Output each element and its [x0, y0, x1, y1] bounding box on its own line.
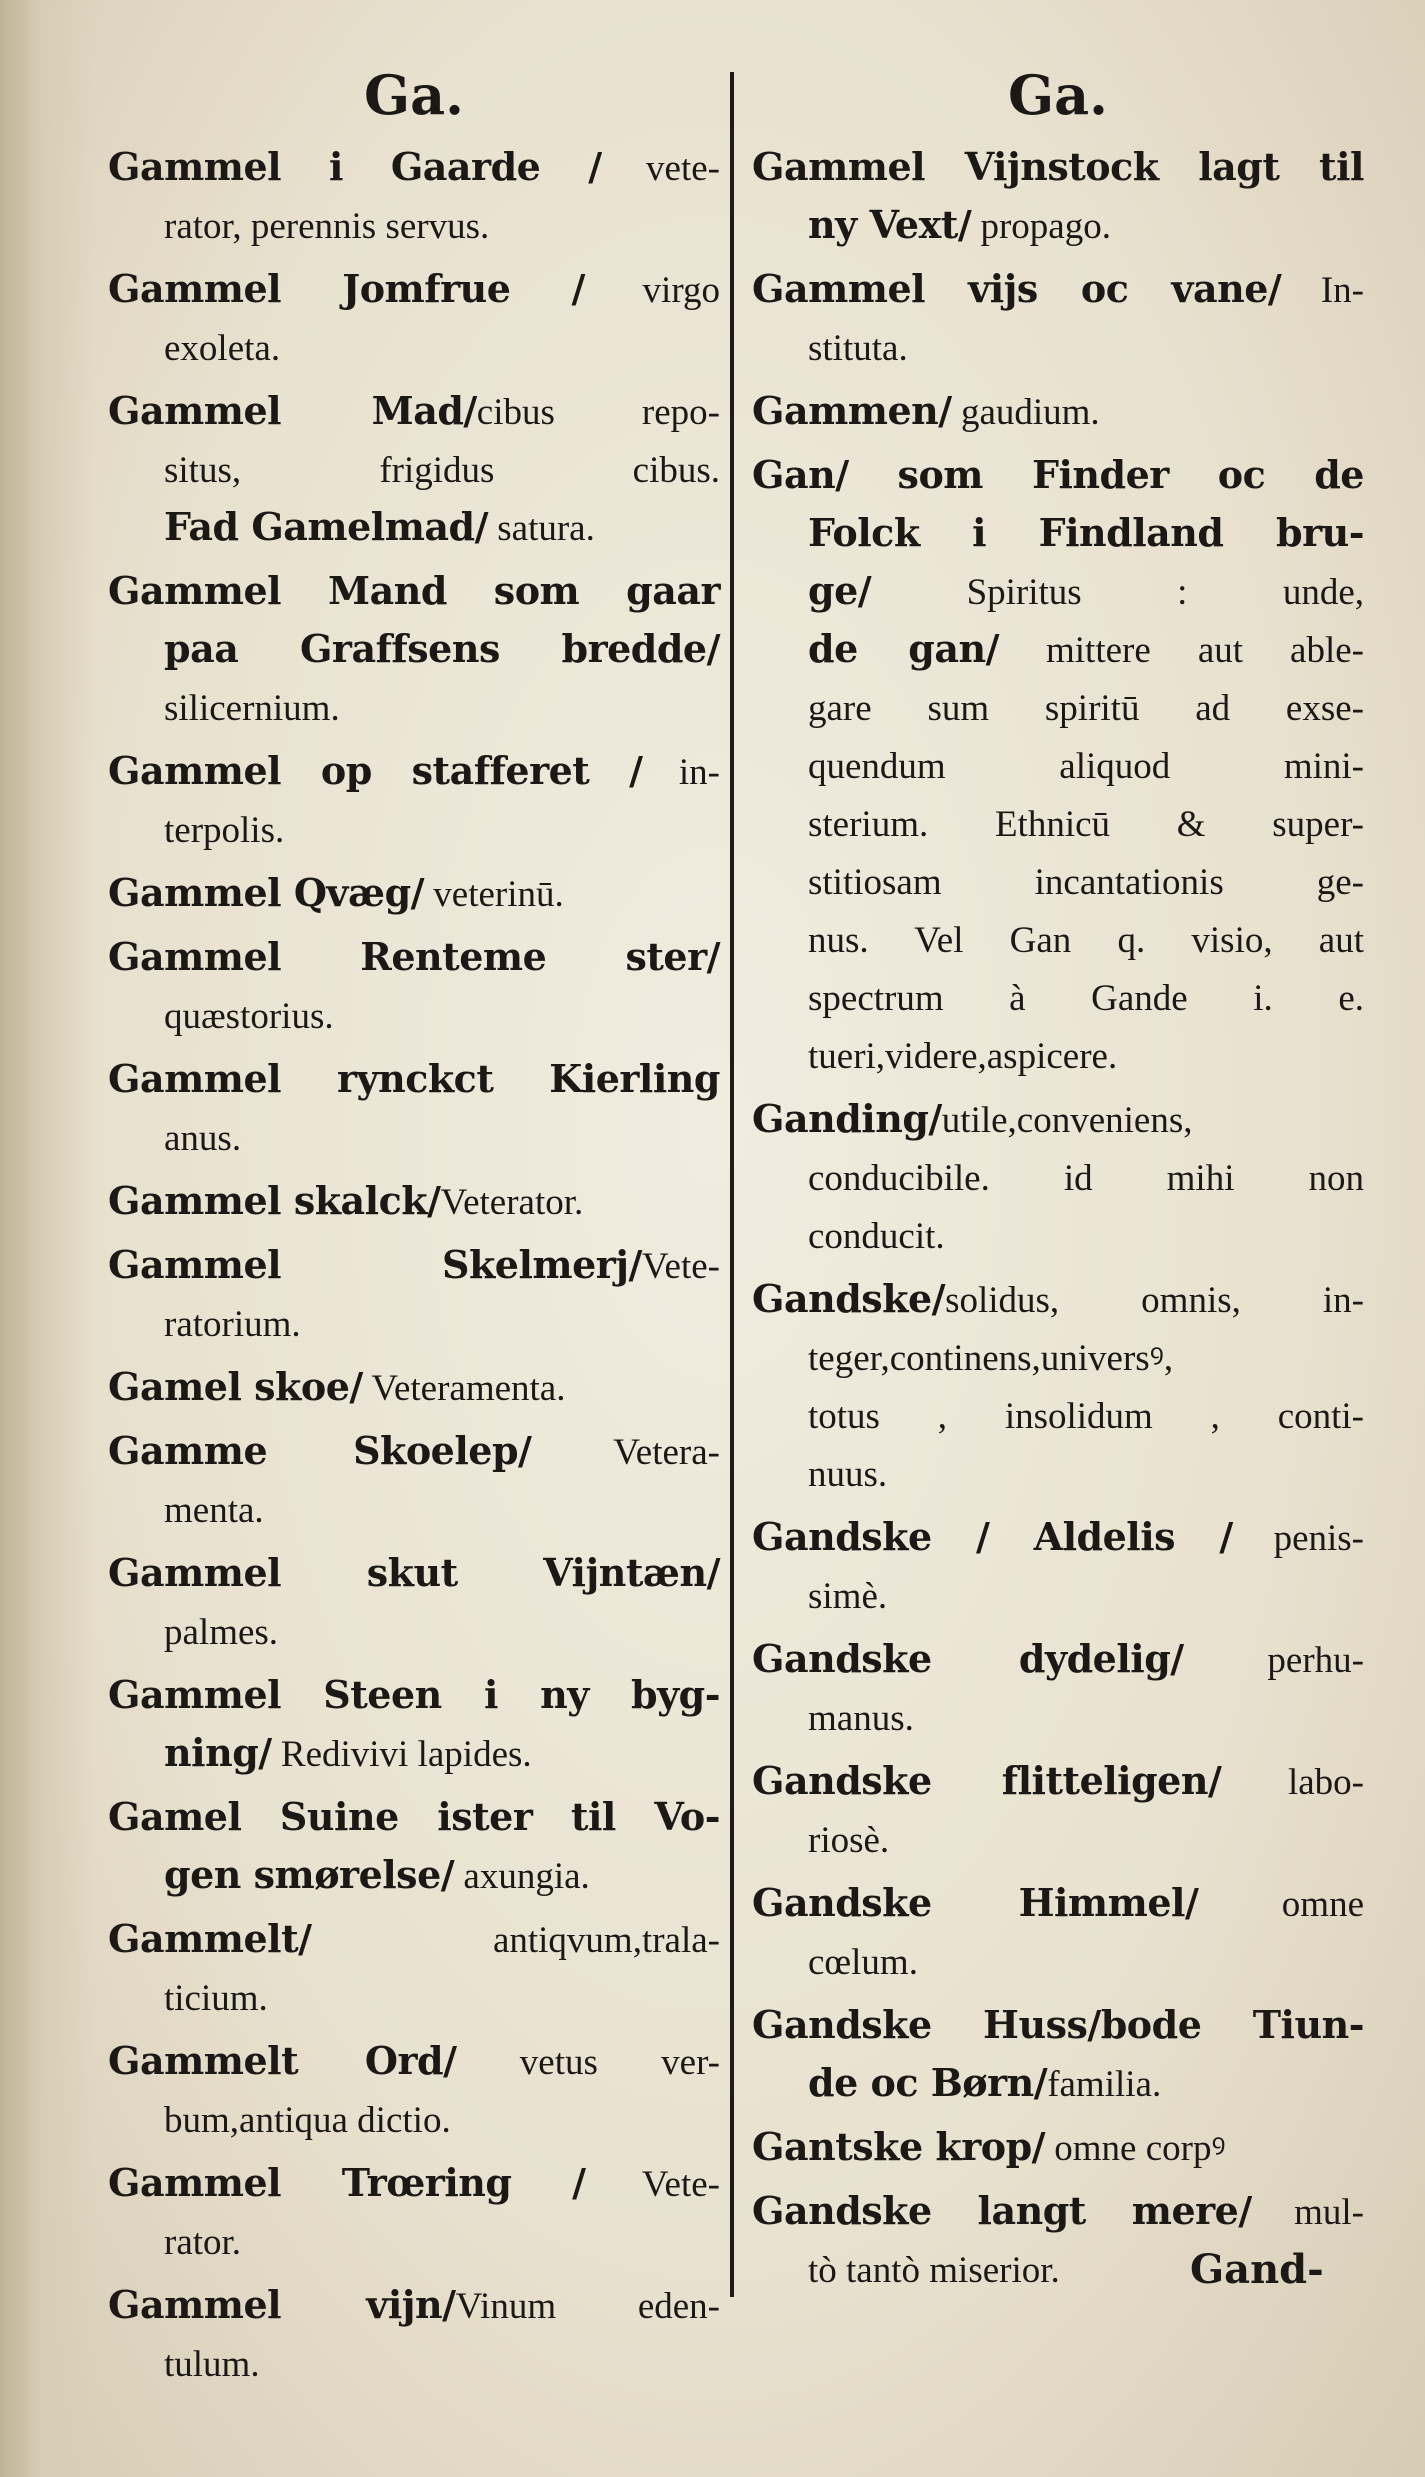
- dictionary-entry: [108, 1422, 720, 1538]
- headword: ning/: [164, 1730, 272, 1775]
- entry-line: [752, 968, 1364, 1026]
- entry-line: [108, 440, 720, 498]
- latin-gloss: In-: [1281, 270, 1364, 311]
- latin-gloss: riosè.: [808, 1820, 890, 1861]
- latin-gloss: ratorium.: [164, 1304, 301, 1345]
- latin-gloss: gare sum spiritū ad exse-: [808, 688, 1364, 729]
- entry-line: [752, 382, 1364, 440]
- entry-line: [108, 864, 720, 922]
- entry-line: [108, 1788, 720, 1846]
- headword: Gan/ som Finder oc de: [752, 452, 1364, 497]
- latin-gloss: cœlum.: [808, 1942, 918, 1983]
- entry-line: [752, 1874, 1364, 1932]
- right-entries: [752, 138, 1364, 2298]
- latin-gloss: Spiritus : unde,: [871, 572, 1364, 613]
- headword: paa Graffsens bredde/: [164, 626, 720, 671]
- latin-gloss: veterinū.: [424, 874, 564, 915]
- latin-gloss: spectrum à Gande i. e.: [808, 978, 1364, 1019]
- left-entries: [108, 138, 720, 2392]
- dictionary-entry: [108, 1172, 720, 1230]
- entry-line: [752, 318, 1364, 376]
- dictionary-entry: [752, 138, 1364, 254]
- entry-line: [752, 852, 1364, 910]
- entry-line: [752, 620, 1364, 678]
- latin-gloss: Vete-: [585, 2164, 721, 2205]
- headword: Gammel skalck/: [108, 1178, 441, 1223]
- entry-line: [108, 928, 720, 986]
- headword: Gammel Mad/: [108, 388, 477, 433]
- headword: Gandske Huss/bode Tiun-: [752, 2002, 1364, 2047]
- latin-gloss: teger,continens,universꝰ,: [808, 1338, 1174, 1379]
- latin-gloss: exoleta.: [164, 328, 281, 369]
- latin-gloss: tò tantò miserior.: [808, 2250, 1060, 2291]
- latin-gloss: omne corpꝰ: [1045, 2128, 1226, 2169]
- headword: Gandske langt mere/: [752, 2188, 1252, 2233]
- dictionary-entry: [752, 446, 1364, 1084]
- entry-line: [108, 1666, 720, 1724]
- headword: Ganding/: [752, 1096, 942, 1141]
- headword: Gammel Qvæg/: [108, 870, 425, 915]
- latin-gloss: penis-: [1232, 1518, 1364, 1559]
- entry-line: [752, 1090, 1364, 1148]
- dictionary-entry: [108, 1910, 720, 2026]
- headword: Gammel rynckct Kierling: [108, 1056, 720, 1101]
- latin-gloss: in-: [642, 752, 720, 793]
- entry-line: [108, 2032, 720, 2090]
- latin-gloss: propago.: [971, 206, 1111, 247]
- headword: gen smørelse/: [164, 1852, 455, 1897]
- latin-gloss: virgo: [584, 270, 720, 311]
- latin-gloss: nus. Vel Gan q. visio, aut: [808, 920, 1364, 961]
- dictionary-entry: [108, 928, 720, 1044]
- headword: Fad Gamelmad/: [164, 504, 488, 549]
- dictionary-entry: [752, 1270, 1364, 1502]
- entry-line: [108, 1236, 720, 1294]
- entry-line: [108, 1602, 720, 1660]
- entry-line: [108, 2276, 720, 2334]
- latin-gloss: familia.: [1047, 2064, 1162, 2105]
- entry-line: [752, 910, 1364, 968]
- entry-line: [108, 2212, 720, 2270]
- latin-gloss: Veterator.: [440, 1182, 584, 1223]
- entry-line: [108, 138, 720, 196]
- right-column: [752, 60, 1364, 2304]
- entry-line: [108, 2334, 720, 2392]
- column-divider: [730, 72, 734, 2297]
- entry-line: [752, 1026, 1364, 1084]
- entry-line: [752, 1328, 1364, 1386]
- headword: Gammel i Gaarde /: [108, 144, 602, 189]
- headword: Folck i Findland bru-: [808, 510, 1364, 555]
- dictionary-entry: [108, 1236, 720, 1352]
- headword: de oc Børn/: [808, 2060, 1048, 2105]
- headword: Gantske krop/: [752, 2124, 1046, 2169]
- latin-gloss: tulum.: [164, 2344, 260, 2385]
- latin-gloss: gaudium.: [951, 392, 1100, 433]
- dictionary-entry: [752, 1996, 1364, 2112]
- latin-gloss: totus , insolidum , conti-: [808, 1396, 1364, 1437]
- entry-line: [752, 2054, 1364, 2112]
- entry-line: [108, 1108, 720, 1166]
- latin-gloss: mittere aut able-: [998, 630, 1364, 671]
- entry-line: [108, 260, 720, 318]
- headword: Gammelt Ord/: [108, 2038, 457, 2083]
- latin-gloss: nuus.: [808, 1454, 888, 1495]
- entry-line: [108, 678, 720, 736]
- dictionary-entry: [108, 2276, 720, 2392]
- entry-line: [752, 504, 1364, 562]
- entry-line: [752, 1630, 1364, 1688]
- entry-line: [108, 196, 720, 254]
- latin-gloss: conducit.: [808, 1216, 945, 1257]
- latin-gloss: Redivivi lapides.: [271, 1734, 532, 1775]
- latin-gloss: palmes.: [164, 1612, 279, 1653]
- headword: Gammelt/: [108, 1916, 312, 1961]
- dictionary-entry: [108, 2032, 720, 2148]
- headword: Gammel vijs oc vane/: [752, 266, 1282, 311]
- latin-gloss: vete-: [601, 148, 720, 189]
- headword: Gammen/: [752, 388, 952, 433]
- entry-line: [752, 2118, 1364, 2176]
- dictionary-entry: [108, 1050, 720, 1166]
- dictionary-entry: [752, 1630, 1364, 1746]
- latin-gloss: axungia.: [454, 1856, 590, 1897]
- headword: Gamel Suine ister til Vo-: [108, 1794, 720, 1839]
- entry-line: [108, 1172, 720, 1230]
- latin-gloss: anus.: [164, 1118, 242, 1159]
- dictionary-entry: [108, 562, 720, 736]
- entry-line: [752, 1386, 1364, 1444]
- latin-gloss: simè.: [808, 1576, 888, 1617]
- entry-line: [108, 382, 720, 440]
- latin-gloss: Vinum eden-: [455, 2286, 720, 2327]
- latin-gloss: manus.: [808, 1698, 914, 1739]
- entry-line: [108, 562, 720, 620]
- headword: Gandske / Aldelis /: [752, 1514, 1233, 1559]
- dictionary-entry: [752, 1874, 1364, 1990]
- latin-gloss: rator, perennis servus.: [164, 206, 490, 247]
- headword: Gammel Skelmerj/: [108, 1242, 642, 1287]
- entry-line: [752, 260, 1364, 318]
- headword: Gammel Vijnstock lagt til: [752, 144, 1364, 189]
- entry-line: [752, 1444, 1364, 1502]
- headword: Gammel Steen i ny byg-: [108, 1672, 720, 1717]
- entry-line: [108, 1968, 720, 2026]
- entry-line: [108, 1544, 720, 1602]
- latin-gloss: vetus ver-: [456, 2042, 720, 2083]
- latin-gloss: antiqvum,trala-: [311, 1920, 720, 1961]
- dictionary-entry: [108, 260, 720, 376]
- entry-line: [108, 498, 720, 556]
- dictionary-entry: [108, 2154, 720, 2270]
- entry-line: [108, 620, 720, 678]
- dictionary-entry: [752, 1090, 1364, 1264]
- running-head-right: Ga.: [1008, 63, 1108, 127]
- headword: Gammel vijn/: [108, 2282, 456, 2327]
- dictionary-entry: [752, 260, 1364, 376]
- entry-line: [108, 318, 720, 376]
- latin-gloss: Veteramenta.: [362, 1368, 566, 1409]
- catchword: Gand-: [1190, 2246, 1324, 2293]
- dictionary-entry: [752, 2118, 1364, 2176]
- latin-gloss: stitiosam incantationis ge-: [808, 862, 1364, 903]
- headword: Gandske/: [752, 1276, 946, 1321]
- entry-line: [752, 1996, 1364, 2054]
- headword: Gammel skut Vijntæn/: [108, 1550, 720, 1595]
- entry-line: [752, 1752, 1364, 1810]
- entry-line: [108, 1846, 720, 1904]
- latin-gloss: omne: [1198, 1884, 1364, 1925]
- entry-line: [752, 1270, 1364, 1328]
- entry-line: [752, 1206, 1364, 1264]
- entry-line: [752, 1688, 1364, 1746]
- latin-gloss: mul-: [1251, 2192, 1364, 2233]
- entry-line: [108, 986, 720, 1044]
- running-head-left: Ga.: [364, 63, 464, 127]
- entry-line: [752, 196, 1364, 254]
- dictionary-entry: [752, 1752, 1364, 1868]
- entry-line: [108, 1358, 720, 1416]
- headword: ny Vext/: [808, 202, 972, 247]
- page-gutter-shadow: [0, 0, 95, 2477]
- entry-line: [108, 1480, 720, 1538]
- headword: Gammel Jomfrue /: [108, 266, 585, 311]
- entry-line: [752, 1508, 1364, 1566]
- headword: de gan/: [808, 626, 999, 671]
- dictionary-entry: [108, 742, 720, 858]
- dictionary-entry: [108, 864, 720, 922]
- dictionary-entry: [108, 1788, 720, 1904]
- headword: Gammel Renteme ster/: [108, 934, 720, 979]
- entry-line: [752, 1148, 1364, 1206]
- latin-gloss: Vete-: [641, 1246, 720, 1287]
- latin-gloss: conducibile. id mihi non: [808, 1158, 1364, 1199]
- dictionary-entry: [108, 1544, 720, 1660]
- dictionary-entry: [108, 1666, 720, 1782]
- headword: Gammel Trœring /: [108, 2160, 586, 2205]
- entry-line: [108, 2090, 720, 2148]
- entry-line: [752, 2182, 1364, 2240]
- dictionary-entry: [752, 382, 1364, 440]
- entry-line: [108, 800, 720, 858]
- entry-line: [752, 678, 1364, 736]
- latin-gloss: quæstorius.: [164, 996, 334, 1037]
- entry-line: [752, 446, 1364, 504]
- latin-gloss: satura.: [488, 508, 595, 549]
- dictionary-entry: [108, 1358, 720, 1416]
- headword: Gamme Skoelep/: [108, 1428, 532, 1473]
- latin-gloss: tueri,videre,aspicere.: [808, 1036, 1118, 1077]
- latin-gloss: ticium.: [164, 1978, 268, 2019]
- latin-gloss: situs, frigidus cibus.: [164, 450, 720, 491]
- left-column: [108, 60, 720, 2398]
- headword: Gammel Mand som gaar: [108, 568, 720, 613]
- entry-line: [752, 1566, 1364, 1624]
- headword: Gamel skoe/: [108, 1364, 363, 1409]
- entry-line: [108, 1050, 720, 1108]
- entry-line: [108, 2154, 720, 2212]
- entry-line: [108, 742, 720, 800]
- latin-gloss: terpolis.: [164, 810, 285, 851]
- headword: Gandske flitteligen/: [752, 1758, 1222, 1803]
- latin-gloss: stituta.: [808, 328, 908, 369]
- dictionary-entry: [108, 382, 720, 556]
- headword: Gandske Himmel/: [752, 1880, 1199, 1925]
- entry-line: [108, 1724, 720, 1782]
- headword: Gammel op stafferet /: [108, 748, 643, 793]
- entry-line: [752, 794, 1364, 852]
- entry-line: [108, 1422, 720, 1480]
- latin-gloss: utile,conveniens,: [941, 1100, 1193, 1141]
- latin-gloss: rator.: [164, 2222, 242, 2263]
- entry-line: [108, 1294, 720, 1352]
- entry-line: [752, 1932, 1364, 1990]
- dictionary-entry: [752, 1508, 1364, 1624]
- dictionary-entry: [108, 138, 720, 254]
- latin-gloss: perhu-: [1183, 1640, 1364, 1681]
- latin-gloss: Vetera-: [531, 1432, 720, 1473]
- headword: ge/: [808, 568, 872, 613]
- latin-gloss: cibus repo-: [476, 392, 721, 433]
- entry-line: [752, 562, 1364, 620]
- latin-gloss: bum,antiqua dictio.: [164, 2100, 451, 2141]
- entry-line: [752, 1810, 1364, 1868]
- latin-gloss: menta.: [164, 1490, 264, 1531]
- latin-gloss: solidus, omnis, in-: [945, 1280, 1364, 1321]
- entry-line: [752, 138, 1364, 196]
- entry-line: [752, 736, 1364, 794]
- entry-line: [108, 1910, 720, 1968]
- latin-gloss: quendum aliquod mini-: [808, 746, 1364, 787]
- latin-gloss: sterium. Ethnicū & super-: [808, 804, 1364, 845]
- latin-gloss: silicernium.: [164, 688, 340, 729]
- latin-gloss: labo-: [1221, 1762, 1364, 1803]
- headword: Gandske dydelig/: [752, 1636, 1184, 1681]
